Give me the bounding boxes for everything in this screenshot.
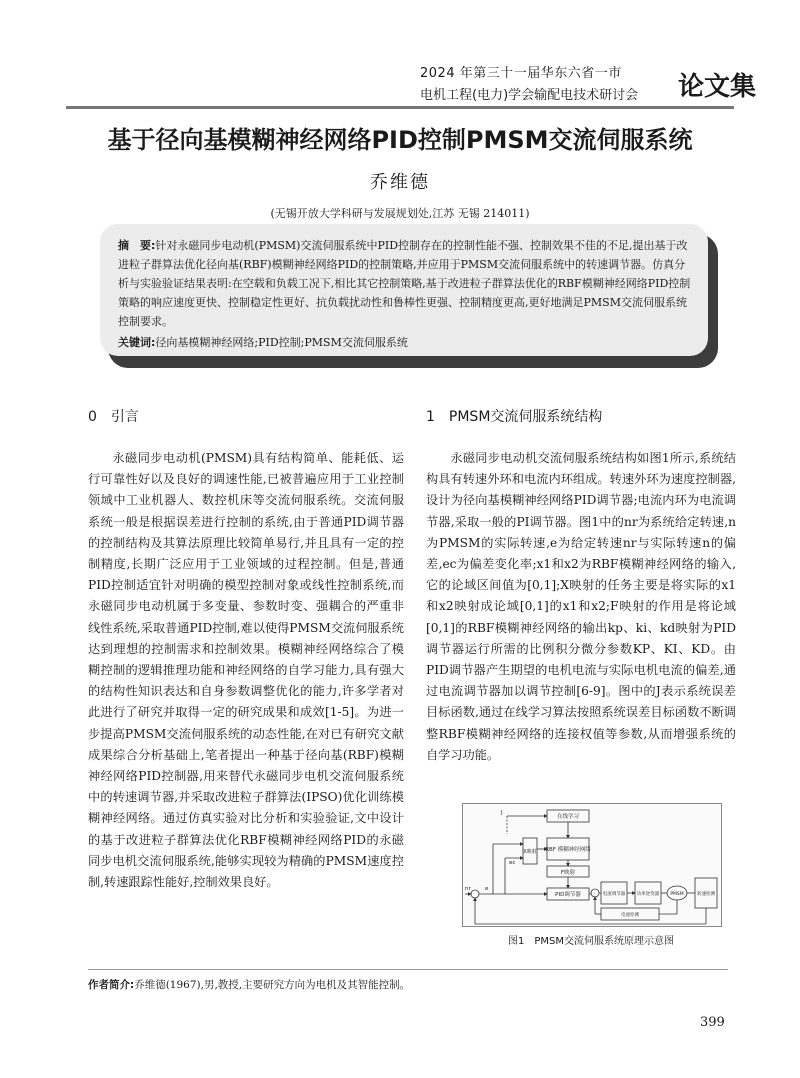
author-bio-text: 乔维德(1967),男,教授,主要研究方向为电机及其智能控制。 (134, 979, 411, 991)
section-1-paragraph: 永磁同步电动机交流伺服系统结构如图1所示,系统结构具有转速外环和电流内环组成。转速外环为速度控制器,设计为径向基模糊神经网络PID调节器;电流内环为电流调节器,采取一般的PI调节器。图1中的nr为系统给定转速,n为PMSM的实际转速,e为给定转速nr与实际转速n的偏差,ec为偏差变化率;x1和x2为RBF模糊神经网络的输入,它的论域区间值为[0,1];X映射的任务主要是将实际的x1和x2映射成论域[0,1]的x1和x2;F映射的作用是将论域[0,1]的RBF模糊神经网络的输出kp、ki、kd映射为PID调节器运行所需的比例积分微分参数KP、KI、KD。由PID调节器产生期望的电机电流与实际电机电流的偏差,通过电流调节器加以调节控制[6-9]。图中的J表示系统误差目标函数,通过在线学习算法按照系统误差目标函数不断调整RBF模糊神经网络的连接权值等参数,从而增强系统的自学习功能。 (426, 451, 736, 762)
paper-title: 基于径向基模糊神经网络PID控制PMSM交流伺服系统 (107, 126, 693, 154)
header-line-1: 2024 年第三十一届华东六省一市 (420, 66, 622, 81)
figure-1-caption: 图1 PMSM交流伺服系统原理示意图 (508, 936, 674, 947)
label-ec: ec (509, 860, 516, 866)
label-rbf: RBF 模糊神经网络 (545, 847, 591, 853)
block-diagram (463, 804, 721, 926)
abstract-box (100, 224, 708, 356)
section-0-heading: 0 引言 (88, 409, 139, 425)
running-header (420, 62, 757, 103)
section-1-body (426, 448, 736, 766)
header-line-2: 电机工程(电力)学会输配电技术研讨会 (420, 88, 639, 103)
label-nr: nr (465, 886, 471, 892)
figure-1 (462, 803, 722, 927)
abstract-label: 摘 要: (118, 239, 156, 252)
section-1-heading: 1 PMSM交流伺服系统结构 (426, 409, 603, 425)
label-fmap: F映射 (560, 870, 576, 876)
affiliation: (无锡开放大学科研与发展规划处,江苏 无锡 214011) (270, 207, 530, 220)
author-name: 乔维德 (370, 172, 430, 193)
author-bio-label: 作者简介: (88, 979, 135, 991)
label-motor: PMSM (670, 892, 684, 897)
section-0-body (88, 448, 404, 893)
label-current-reg: 电流调节器 (602, 892, 626, 897)
label-J: J (501, 810, 503, 816)
label-xmap: X映射 (523, 849, 537, 855)
keywords-text: 径向基模糊神经网络;PID控制;PMSM交流伺服系统 (155, 336, 408, 349)
page-number: 399 (700, 1015, 725, 1030)
label-online: 在线学习 (556, 814, 580, 820)
section-0-paragraph: 永磁同步电动机(PMSM)具有结构简单、能耗低、运行可靠性好以及良好的调速性能,已被普遍应用于工业控制领域中工业机器人、数控机床等交流伺服系统。交流伺服系统一般是根据误差进行控制的系统,由于普通PID调节器的控制结构及其算法原理比较简单易行,并且具有一定的控制精度,长期广泛应用于工业领域的过程控制。但是,普通PID控制适宜针对明确的模型控制对象或线性控制系统,而永磁同步电动机属于多变量、参数时变、强耦合的严重非线性系统,采取普通PID控制,难以使得PMSM交流伺服系统达到理想的控制需求和控制效果。模糊神经网络综合了模糊控制的逻辑推理功能和神经网络的自学习能力,具有强大的结构性知识表达和自身参数调整优化的能力,许多学者对此进行了研究并取得一定的研究成果和成效[1-5]。为进一步提高PMSM交流伺服系统的动态性能,在对已有研究文献成果综合分析基础上,笔者提出一种基于径向基(RBF)模糊神经网络PID控制器,用来替代永磁同步电机交流伺服系统中的转速调节器,并采取改进粒子群算法(IPSO)优化训练模糊神经网络。通过仿真实验对比分析和实验验证,文中设计的基于改进粒子群算法优化RBF模糊神经网络PID的永磁同步电机交流伺服系统,能够实现较为精确的PMSM速度控制,转速跟踪性能好,控制效果良好。 (88, 451, 404, 890)
label-pid: PID调节器 (555, 892, 581, 898)
header-rule (66, 106, 734, 109)
label-current-detect: 电流检测 (621, 913, 639, 918)
label-e: e (485, 886, 489, 892)
author-bio (88, 977, 410, 992)
abstract-text: 针对永磁同步电动机(PMSM)交流伺服系统中PID控制存在的控制性能不强、控制效果不佳的不足,提出基于改进粒子群算法优化径向基(RBF)模糊神经网络PID的控制策略,并应用于PMSM交流伺服系统中的转速调节器。仿真分析与实验验证结果表明:在空载和负载工况下,相比其它控制策略,基于改进粒子群算法优化的RBF模糊神经网络PID控制策略的响应速度更快、控制稳定性更好、抗负载扰动性和鲁棒性更强、控制精度更高,更好地满足PMSM交流伺服系统控制要求。 (118, 239, 691, 328)
keywords-label: 关键词: (118, 336, 156, 349)
label-sensor: 转速检测 (697, 892, 715, 897)
label-inverter: 功率逆变器 (636, 892, 660, 897)
footnote-rule (88, 969, 728, 970)
header-badge: 论文集 (678, 72, 757, 102)
